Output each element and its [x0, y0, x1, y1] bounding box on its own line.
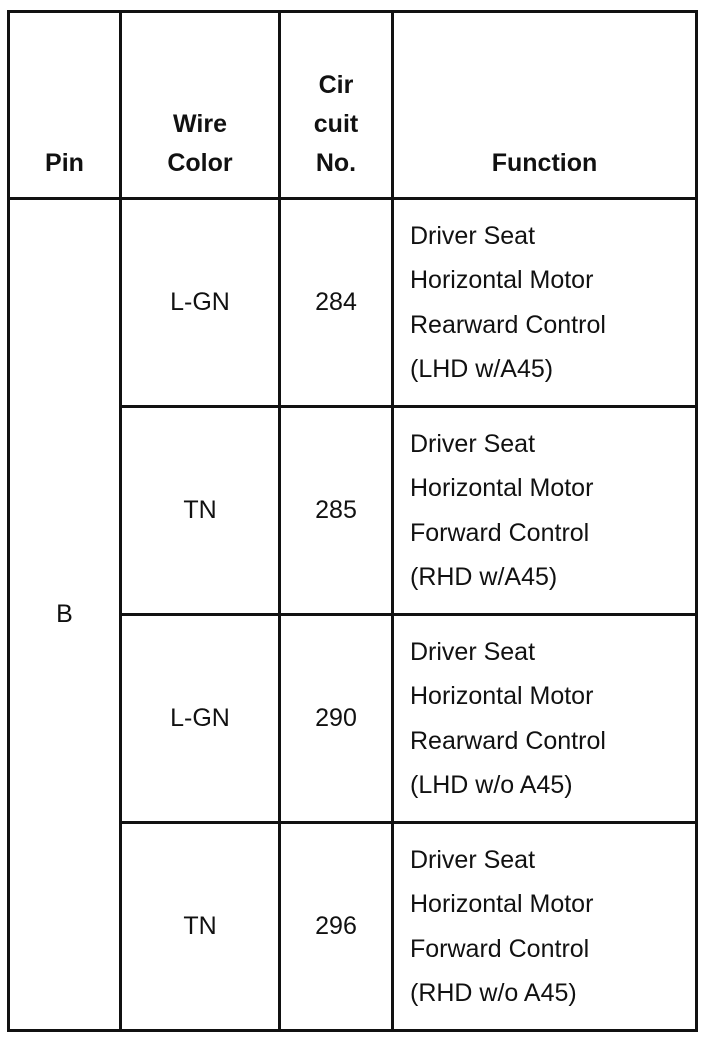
header-function-line: Function [491, 149, 598, 177]
function-line: (RHD w/A45) [410, 563, 558, 591]
circuit-no-cell: 296 [280, 823, 393, 1031]
function-line: (RHD w/o A45) [410, 979, 577, 1007]
header-pin [9, 12, 121, 199]
table-row [9, 199, 697, 407]
header-pin-line: Pin [45, 149, 84, 177]
function-line: Horizontal Motor [410, 266, 594, 294]
function-cell [393, 615, 697, 823]
header-wire-color-line: Wire [173, 110, 227, 138]
function-line: Driver Seat [410, 221, 536, 250]
function-line: (LHD w/o A45) [410, 771, 573, 799]
header-wire-color-line: Color [167, 149, 233, 177]
function-line: Horizontal Motor [410, 474, 594, 502]
function-line: Rearward Control [410, 726, 606, 755]
function-cell [393, 823, 697, 1031]
pin-cell: B [9, 199, 121, 1031]
function-line: Driver Seat [410, 845, 536, 874]
function-line: Forward Control [410, 934, 590, 963]
header-wire-color [121, 12, 280, 199]
header-row [9, 12, 697, 199]
header-circuit-no-line: Cir [318, 71, 354, 99]
function-cell [393, 199, 697, 407]
pin-function-table [7, 10, 698, 1032]
circuit-no-cell: 284 [280, 199, 393, 407]
function-line: Driver Seat [410, 429, 536, 458]
function-line: Driver Seat [410, 637, 536, 666]
wire-color-cell: L-GN [121, 199, 280, 407]
header-function [393, 12, 697, 199]
circuit-no-cell: 290 [280, 615, 393, 823]
function-cell [393, 407, 697, 615]
header-circuit-no-line: cuit [313, 110, 359, 138]
function-line: (LHD w/A45) [410, 355, 554, 383]
function-line: Horizontal Motor [410, 682, 594, 710]
function-line: Rearward Control [410, 310, 606, 339]
wire-color-cell: TN [121, 823, 280, 1031]
function-line: Horizontal Motor [410, 890, 594, 918]
wire-color-cell: TN [121, 407, 280, 615]
circuit-no-cell: 285 [280, 407, 393, 615]
function-line: Forward Control [410, 518, 590, 547]
wire-color-cell: L-GN [121, 615, 280, 823]
header-circuit-no [280, 12, 393, 199]
header-circuit-no-line: No. [315, 149, 357, 177]
